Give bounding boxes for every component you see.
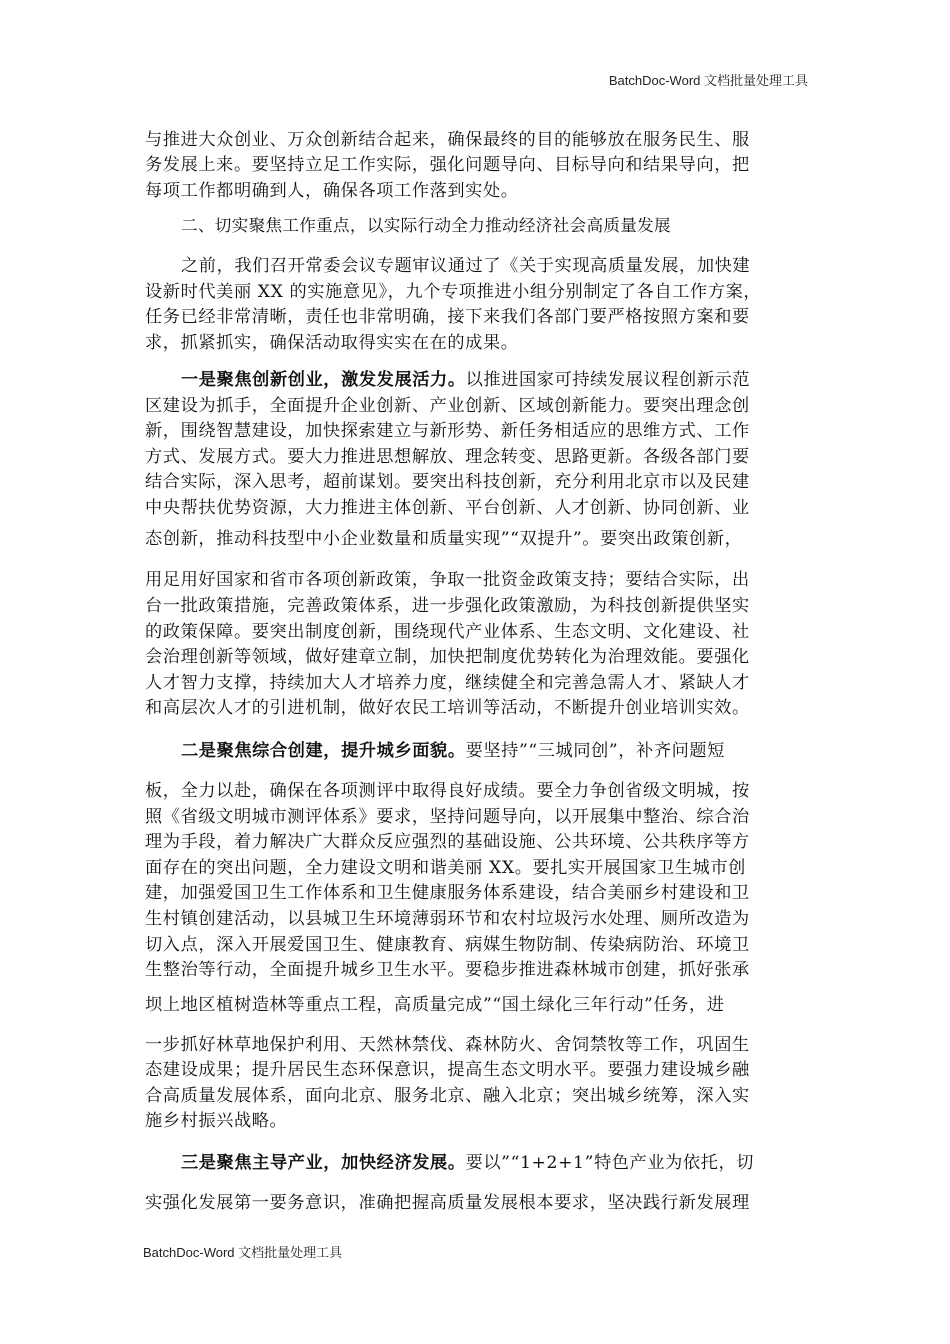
- bold-lead: 二是聚焦综合创建，提升城乡面貌。: [181, 741, 466, 761]
- line-text: 面存在的突出问题，全力建设文明和谐美丽 XX。要扎实开展国家卫生城市创: [145, 858, 746, 878]
- line-text: 实强化发展第一要务意识，准确把握高质量发展根本要求，坚决践行新发展理: [145, 1193, 750, 1213]
- line-text: 合高质量发展体系，面向北京、服务北京、融入北京；突出城乡统筹，深入实: [145, 1086, 750, 1106]
- text-line: [145, 179, 519, 203]
- line-text: 新，围绕智慧建设，加快探索建立与新形势、新任务相适应的思维方式、工作: [145, 421, 750, 441]
- text-line: [145, 856, 746, 880]
- text-line: [145, 645, 750, 669]
- text-line: [181, 1151, 754, 1175]
- line-text: 以推进国家可持续发展议程创新示范: [465, 370, 751, 390]
- text-line: [145, 933, 750, 957]
- line-text: 要以”“1+2+1”特色产业为依托，切: [465, 1153, 755, 1173]
- text-line: [145, 620, 750, 644]
- line-text: 坝上地区植树造林等重点工程，高质量完成”“国土绿化三年行动”任务，进: [145, 995, 725, 1015]
- text-line: [145, 331, 519, 355]
- text-line: [145, 394, 750, 418]
- text-line: [145, 305, 750, 329]
- line-text: 施乡村振兴战略。: [145, 1111, 288, 1131]
- line-text: 人才智力支撑，持续加大人才培养力度，继续健全和完善急需人才、紧缺人才: [145, 673, 750, 693]
- line-text: 生村镇创建活动，以县城卫生环境薄弱环节和农村垃圾污水处理、厕所改造为: [145, 909, 750, 929]
- line-text: 之前，我们召开常委会议专题审议通过了《关于实现高质量发展，加快建: [181, 256, 751, 276]
- text-line: [145, 671, 750, 695]
- text-line: [145, 128, 750, 152]
- line-text: 设新时代美丽 XX 的实施意见》，九个专项推进小组分别制定了各自工作方案，: [145, 282, 762, 302]
- line-text: 板，全力以赴，确保在各项测评中取得良好成绩。要全力争创省级文明城，按: [145, 781, 750, 801]
- line-text: 结合实际，深入思考，超前谋划。要突出科技创新，充分利用北京市以及民建: [145, 472, 750, 492]
- text-line: [181, 368, 750, 392]
- text-line: [181, 254, 750, 278]
- line-text: 态建设成果；提升居民生态环保意识，提高生态文明水平。要强力建设城乡融: [145, 1060, 750, 1080]
- line-text: 要坚持”“三城同创”，补齐问题短: [465, 741, 726, 761]
- text-line: [145, 470, 750, 494]
- text-line: [145, 993, 725, 1017]
- line-text: 与推进大众创业、万众创新结合起来，确保最终的目的能够放在服务民生、服: [145, 130, 750, 150]
- text-line: [145, 280, 761, 304]
- text-line: [145, 1058, 750, 1082]
- bold-lead: 一是聚焦创新创业，激发发展活力。: [181, 370, 466, 390]
- text-line: [145, 568, 750, 592]
- line-text: 理为手段，着力解决广大群众反应强烈的基础设施、公共环境、公共秩序等方: [145, 832, 750, 852]
- text-line: [145, 805, 750, 829]
- text-line: [145, 1033, 750, 1057]
- section-heading: [181, 214, 671, 238]
- line-text: 求，抓紧抓实，确保活动取得实实在在的成果。: [145, 333, 519, 353]
- text-line: [145, 496, 750, 520]
- bold-lead: 三是聚焦主导产业，加快经济发展。: [181, 1153, 466, 1173]
- line-text: 一步抓好林草地保护利用、天然林禁伐、森林防火、舍饲禁牧等工作，巩固生: [145, 1035, 750, 1055]
- line-text: 的政策保障。要突出制度创新，围绕现代产业体系、生态文明、文化建设、社: [145, 622, 750, 642]
- line-text: 任务已经非常清晰，责任也非常明确，接下来我们各部门要严格按照方案和要: [145, 307, 750, 327]
- line-text: 方式、发展方式。要大力推进思想解放、理念转变、思路更新。各级各部门要: [145, 447, 750, 467]
- text-line: [145, 696, 750, 720]
- line-text: 生整治等行动，全面提升城乡卫生水平。要稳步推进森林城市创建，抓好张承: [145, 960, 750, 980]
- text-line: [145, 830, 750, 854]
- line-text: 态创新，推动科技型中小企业数量和质量实现”“双提升”。要突出政策创新，: [145, 529, 743, 549]
- line-text: 建，加强爱国卫生工作体系和卫生健康服务体系建设，结合美丽乡村建设和卫: [145, 883, 750, 903]
- text-line: [145, 594, 750, 618]
- page-footer: BatchDoc-Word 文档批量处理工具: [143, 1245, 343, 1260]
- text-line: [145, 779, 750, 803]
- text-line: [181, 739, 725, 763]
- text-line: [145, 445, 750, 469]
- text-line: [145, 907, 750, 931]
- line-text: 区建设为抓手，全面提升企业创新、产业创新、区域创新能力。要突出理念创: [145, 396, 750, 416]
- text-line: [145, 419, 750, 443]
- line-text: 二、切实聚焦工作重点，以实际行动全力推动经济社会高质量发展: [181, 216, 671, 235]
- line-text: 每项工作都明确到人，确保各项工作落到实处。: [145, 181, 519, 201]
- line-text: 照《省级文明城市测评体系》要求，坚持问题导向，以开展集中整治、综合治: [145, 807, 750, 827]
- text-line: [145, 1109, 287, 1133]
- text-line: [145, 958, 750, 982]
- text-line: [145, 527, 742, 551]
- text-line: [145, 881, 750, 905]
- text-line: [145, 1084, 750, 1108]
- line-text: 用足用好国家和省市各项创新政策，争取一批资金政策支持；要结合实际，出: [145, 570, 750, 590]
- line-text: 务发展上来。要坚持立足工作实际，强化问题导向、目标导向和结果导向，把: [145, 155, 750, 175]
- page-header: BatchDoc-Word 文档批量处理工具: [608, 73, 808, 88]
- line-text: 会治理创新等领域，做好建章立制，加快把制度优势转化为治理效能。要强化: [145, 647, 750, 667]
- text-line: [145, 1191, 750, 1215]
- line-text: 台一批政策措施，完善政策体系，进一步强化政策激励，为科技创新提供坚实: [145, 596, 750, 616]
- line-text: 切入点，深入开展爱国卫生、健康教育、病媒生物防制、传染病防治、环境卫: [145, 935, 750, 955]
- line-text: 和高层次人才的引进机制，做好农民工培训等活动，不断提升创业培训实效。: [145, 698, 750, 718]
- text-line: [145, 153, 750, 177]
- line-text: 中央帮扶优势资源，大力推进主体创新、平台创新、人才创新、协同创新、业: [145, 498, 750, 518]
